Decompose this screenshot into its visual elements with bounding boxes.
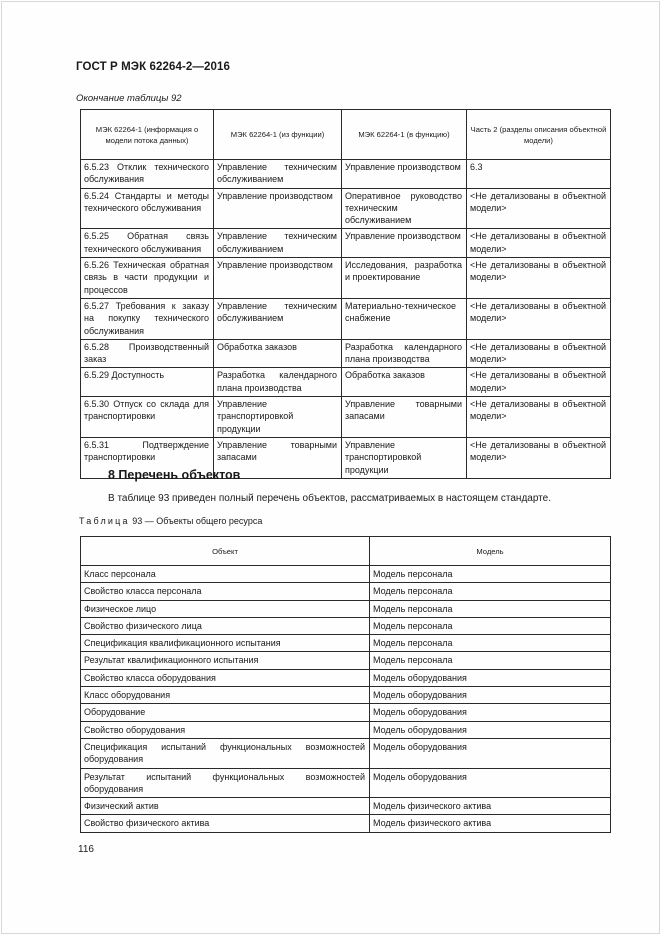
- table-cell: 6.5.24 Стандарты и методы технического обслуживания: [81, 188, 214, 229]
- table-row: [81, 188, 611, 229]
- table-row: [81, 600, 611, 617]
- table-cell: Модель оборудования: [370, 704, 611, 721]
- table-cell: Свойство оборудования: [81, 721, 370, 738]
- table92-header-cell: МЭК 62264-1 (информация о модели потока данных): [81, 110, 214, 160]
- table-cell: Разработка календарного плана производства: [342, 339, 467, 368]
- table-row: [81, 798, 611, 815]
- table-cell: Управление транспортировкой продукции: [214, 397, 342, 438]
- table-cell: <Не детализованы в объектной модели>: [467, 229, 611, 258]
- table-cell: Управление товарными запасами: [214, 437, 342, 478]
- table-cell: 6.5.31 Подтверждение транспортировки: [81, 437, 214, 478]
- table-cell: Исследования, разработка и проектирование: [342, 258, 467, 299]
- table-cell: Модель оборудования: [370, 687, 611, 704]
- table-cell: Управление производством: [342, 160, 467, 189]
- table-cell: 6.5.30 Отпуск со склада для транспортировки: [81, 397, 214, 438]
- table-cell: Материально-техническое снабжение: [342, 298, 467, 339]
- table-cell: 6.3: [467, 160, 611, 189]
- table-cell: Свойство класса оборудования: [81, 669, 370, 686]
- table-row: [81, 617, 611, 634]
- document-header: ГОСТ Р МЭК 62264-2—2016: [76, 61, 230, 73]
- table-cell: Класс персонала: [81, 566, 370, 583]
- table-cell: Спецификация испытаний функциональных возможностей оборудования: [81, 738, 370, 768]
- table-row: [81, 687, 611, 704]
- table93-caption-label: Таблица: [79, 516, 130, 526]
- table-row: [81, 704, 611, 721]
- table-cell: Модель персонала: [370, 600, 611, 617]
- table-cell: Управление товарными запасами: [342, 397, 467, 438]
- table-row: [81, 566, 611, 583]
- table-cell: Модель физического актива: [370, 798, 611, 815]
- table-cell: Модель оборудования: [370, 738, 611, 768]
- section-title: 8 Перечень объектов: [108, 468, 241, 482]
- table-cell: Результат квалификационного испытания: [81, 652, 370, 669]
- table-cell: Обработка заказов: [214, 339, 342, 368]
- table-cell: Модель персонала: [370, 635, 611, 652]
- table-cell: Управление техническим обслуживанием: [214, 160, 342, 189]
- page-number: 116: [78, 844, 94, 855]
- table-row: [81, 583, 611, 600]
- table-cell: Оперативное руководство техническим обслуживанием: [342, 188, 467, 229]
- table-cell: Модель оборудования: [370, 721, 611, 738]
- table-cell: Обработка заказов: [342, 368, 467, 397]
- table-cell: Управление техническим обслуживанием: [214, 298, 342, 339]
- table92-header-cell: МЭК 62264-1 (в функцию): [342, 110, 467, 160]
- table92-caption: Окончание таблицы 92: [76, 93, 182, 104]
- table-row: [81, 635, 611, 652]
- table-row: [81, 768, 611, 798]
- table-cell: Физическое лицо: [81, 600, 370, 617]
- table-cell: 6.5.27 Требования к заказу на покупку технического обслуживания: [81, 298, 214, 339]
- table-cell: Спецификация квалификационного испытания: [81, 635, 370, 652]
- table-cell: <Не детализованы в объектной модели>: [467, 368, 611, 397]
- table-cell: Класс оборудования: [81, 687, 370, 704]
- table-row: [81, 368, 611, 397]
- table-row: [81, 339, 611, 368]
- table-cell: Управление производством: [342, 229, 467, 258]
- table92-header-cell: МЭК 62264-1 (из функции): [214, 110, 342, 160]
- table-92: [80, 109, 611, 479]
- table-cell: Оборудование: [81, 704, 370, 721]
- table93-header-cell: Объект: [81, 537, 370, 566]
- table93-header-cell: Модель: [370, 537, 611, 566]
- table-row: [81, 815, 611, 832]
- table-cell: Управление транспортировкой продукции: [342, 437, 467, 478]
- table-row: [81, 229, 611, 258]
- table-93: [80, 536, 611, 833]
- table93-header-row: [81, 537, 611, 566]
- table-cell: 6.5.29 Доступность: [81, 368, 214, 397]
- table-cell: Управление производством: [214, 258, 342, 299]
- table-cell: Модель физического актива: [370, 815, 611, 832]
- table-cell: Физический актив: [81, 798, 370, 815]
- table-row: [81, 652, 611, 669]
- table-cell: Свойство физического лица: [81, 617, 370, 634]
- section-intro: В таблице 93 приведен полный перечень объектов, рассматриваемых в настоящем стандарте.: [108, 493, 551, 504]
- table-cell: 6.5.23 Отклик технического обслуживания: [81, 160, 214, 189]
- table-row: [81, 738, 611, 768]
- table-cell: Модель персонала: [370, 583, 611, 600]
- table-cell: 6.5.28 Производственный заказ: [81, 339, 214, 368]
- table-cell: <Не детализованы в объектной модели>: [467, 339, 611, 368]
- table-cell: Результат испытаний функциональных возможностей оборудования: [81, 768, 370, 798]
- table-row: [81, 669, 611, 686]
- table92-header-row: [81, 110, 611, 160]
- table-row: [81, 721, 611, 738]
- table-cell: Разработка календарного плана производства: [214, 368, 342, 397]
- table-cell: 6.5.25 Обратная связь технического обслуживания: [81, 229, 214, 258]
- table-cell: <Не детализованы в объектной модели>: [467, 188, 611, 229]
- table-cell: Модель персонала: [370, 652, 611, 669]
- table-cell: Управление техническим обслуживанием: [214, 229, 342, 258]
- table-cell: <Не детализованы в объектной модели>: [467, 298, 611, 339]
- table92-header-cell: Часть 2 (разделы описания объектной модели): [467, 110, 611, 160]
- table-cell: Модель оборудования: [370, 669, 611, 686]
- table-cell: 6.5.26 Техническая обратная связь в части продукции и процессов: [81, 258, 214, 299]
- table-cell: Модель оборудования: [370, 768, 611, 798]
- table-row: [81, 397, 611, 438]
- table-row: [81, 298, 611, 339]
- table93-caption: [79, 516, 262, 526]
- table-cell: Свойство физического актива: [81, 815, 370, 832]
- table-cell: <Не детализованы в объектной модели>: [467, 258, 611, 299]
- table-row: [81, 160, 611, 189]
- table-cell: <Не детализованы в объектной модели>: [467, 437, 611, 478]
- table-cell: Свойство класса персонала: [81, 583, 370, 600]
- table-cell: <Не детализованы в объектной модели>: [467, 397, 611, 438]
- table-cell: Модель персонала: [370, 617, 611, 634]
- table93-caption-text: 93 — Объекты общего ресурса: [132, 516, 263, 526]
- table-cell: Управление производством: [214, 188, 342, 229]
- table-row: [81, 258, 611, 299]
- table-cell: Модель персонала: [370, 566, 611, 583]
